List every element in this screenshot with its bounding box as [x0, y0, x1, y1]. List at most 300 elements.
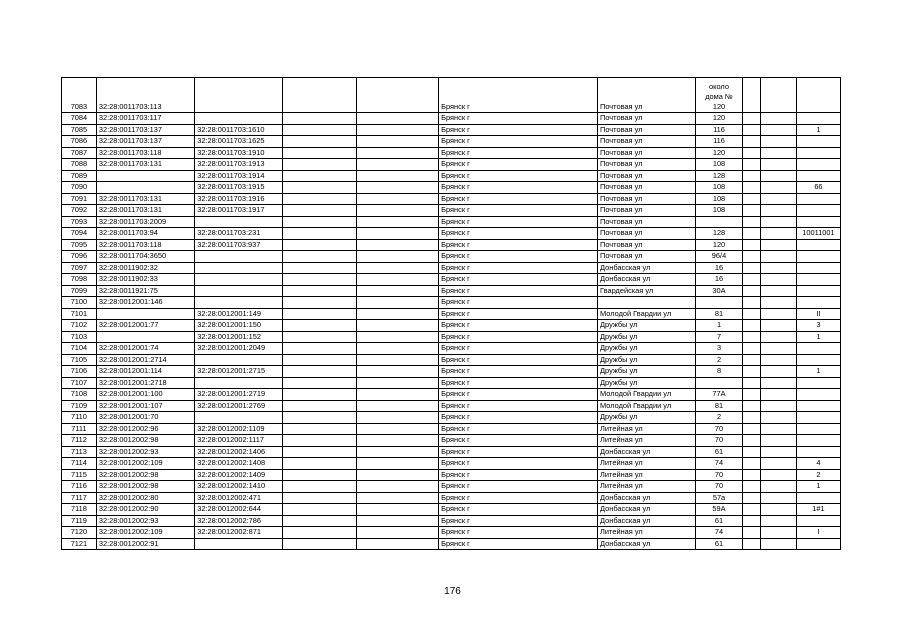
cell-row-number: 7111 — [62, 423, 97, 435]
cell-cadastral-number: 32:28:0011921:75 — [96, 285, 194, 297]
cell-cadastral-number: 32:28:0011703:118 — [96, 147, 194, 159]
cell-row-number: 7083 — [62, 78, 97, 113]
cell-empty — [761, 389, 797, 401]
cell-empty — [357, 159, 439, 171]
cell-row-number: 7121 — [62, 538, 97, 550]
cell-empty — [761, 124, 797, 136]
cell-cadastral-number-2: 32:28:0011703:1917 — [195, 205, 283, 217]
cell-city: Брянск г — [439, 435, 598, 447]
cell-street: Литейная ул — [598, 423, 696, 435]
cell-empty — [742, 446, 760, 458]
cell-street: Дружбы ул — [598, 354, 696, 366]
table-row — [62, 228, 841, 240]
cell-empty — [742, 228, 760, 240]
house-number: 120 — [712, 102, 726, 111]
cell-row-number: 7098 — [62, 274, 97, 286]
cell-house: 108 — [696, 159, 742, 171]
cell-empty — [357, 504, 439, 516]
cell-cadastral-number: 32:28:0011902:32 — [96, 262, 194, 274]
cell-cadastral-number — [96, 170, 194, 182]
cell-empty — [742, 274, 760, 286]
cell-cadastral-number: 32:28:0012002:80 — [96, 492, 194, 504]
cell-row-number: 7100 — [62, 297, 97, 309]
cell-empty — [283, 320, 357, 332]
cell-cadastral-number: 32:28:0012001:107 — [96, 400, 194, 412]
cell-row-number: 7115 — [62, 469, 97, 481]
cell-empty — [761, 492, 797, 504]
cell-note: 2 — [796, 469, 840, 481]
cell-empty — [283, 400, 357, 412]
cell-street: Литейная ул — [598, 481, 696, 493]
cell-house: 128 — [696, 170, 742, 182]
cell-cadastral-number: 32:28:0011704:3650 — [96, 251, 194, 263]
table-row — [62, 239, 841, 251]
cell-row-number: 7090 — [62, 182, 97, 194]
cell-row-number: 7116 — [62, 481, 97, 493]
cell-empty — [742, 538, 760, 550]
cell-empty — [283, 239, 357, 251]
cell-city: Брянск г — [439, 400, 598, 412]
cell-cadastral-number: 32:28:0011703:118 — [96, 239, 194, 251]
cell-city: Брянск г — [439, 343, 598, 355]
cell-empty — [357, 515, 439, 527]
cell-note: 1 — [796, 366, 840, 378]
cell-empty — [761, 205, 797, 217]
cell-cadastral-number-2 — [195, 113, 283, 125]
cell-cadastral-number-2 — [195, 377, 283, 389]
cell-cadastral-number-2 — [195, 78, 283, 113]
table-row — [62, 423, 841, 435]
cell-street: Дружбы ул — [598, 343, 696, 355]
cell-empty — [357, 331, 439, 343]
cell-cadastral-number-2: 32:28:0011703:1915 — [195, 182, 283, 194]
cell-note: I — [796, 527, 840, 539]
table-row — [62, 492, 841, 504]
cell-empty — [761, 343, 797, 355]
cell-house: 81 — [696, 308, 742, 320]
cell-empty — [761, 538, 797, 550]
cell-note — [796, 251, 840, 263]
cell-row-number: 7110 — [62, 412, 97, 424]
cell-note: 66 — [796, 182, 840, 194]
cell-cadastral-number-2: 32:28:0012002:1410 — [195, 481, 283, 493]
table-row — [62, 285, 841, 297]
cell-street: Почтовая ул — [598, 193, 696, 205]
table-row — [62, 193, 841, 205]
cell-city: Брянск г — [439, 216, 598, 228]
cell-row-number: 7088 — [62, 159, 97, 171]
cell-city: Брянск г — [439, 308, 598, 320]
cell-empty — [742, 239, 760, 251]
cell-cadastral-number: 32:28:0011703:131 — [96, 205, 194, 217]
cell-empty — [357, 274, 439, 286]
cell-note — [796, 492, 840, 504]
cell-note: 1 — [796, 124, 840, 136]
cell-city: Брянск г — [439, 159, 598, 171]
cell-house: 3 — [696, 343, 742, 355]
cell-cadastral-number-2: 32:28:0012002:786 — [195, 515, 283, 527]
cell-city: Брянск г — [439, 504, 598, 516]
cell-empty — [742, 423, 760, 435]
cell-empty — [357, 538, 439, 550]
cell-cadastral-number: 32:28:0012002:93 — [96, 515, 194, 527]
cell-empty — [742, 170, 760, 182]
cell-house: 120 — [696, 113, 742, 125]
cell-house: 30А — [696, 285, 742, 297]
cell-city: Брянск г — [439, 78, 598, 113]
cell-empty — [742, 182, 760, 194]
table-row — [62, 377, 841, 389]
cell-empty — [761, 458, 797, 470]
cell-cadastral-number: 32:28:0012001:74 — [96, 343, 194, 355]
cell-empty — [357, 228, 439, 240]
cell-row-number: 7119 — [62, 515, 97, 527]
cell-street: Почтовая ул — [598, 251, 696, 263]
cell-cadastral-number-2: 32:28:0012001:150 — [195, 320, 283, 332]
table-row — [62, 251, 841, 263]
cell-house: 61 — [696, 538, 742, 550]
table-row — [62, 354, 841, 366]
cell-street: Литейная ул — [598, 469, 696, 481]
cell-street: Донбасская ул — [598, 446, 696, 458]
cell-house: 81 — [696, 400, 742, 412]
cell-empty — [742, 251, 760, 263]
cell-house: 16 — [696, 274, 742, 286]
table-row — [62, 170, 841, 182]
cell-empty — [761, 481, 797, 493]
cell-empty — [283, 331, 357, 343]
cell-empty — [742, 492, 760, 504]
cell-empty — [283, 366, 357, 378]
cell-empty — [283, 205, 357, 217]
cell-city: Брянск г — [439, 285, 598, 297]
cell-street — [598, 297, 696, 309]
cell-note: II — [796, 308, 840, 320]
cell-row-number: 7118 — [62, 504, 97, 516]
cell-house: 61 — [696, 446, 742, 458]
cell-cadastral-number: 32:28:0011902:33 — [96, 274, 194, 286]
cell-note — [796, 78, 840, 113]
table-row — [62, 78, 841, 113]
cell-empty — [761, 78, 797, 113]
cell-cadastral-number-2: 32:28:0011703:1910 — [195, 147, 283, 159]
cell-cadastral-number — [96, 182, 194, 194]
cell-empty — [761, 331, 797, 343]
cell-empty — [761, 170, 797, 182]
cell-cadastral-number: 32:28:0011703:137 — [96, 124, 194, 136]
cell-house: 61 — [696, 515, 742, 527]
cell-street: Донбасская ул — [598, 274, 696, 286]
cell-note — [796, 515, 840, 527]
cell-note — [796, 377, 840, 389]
cell-cadastral-number-2: 32:28:0012002:1117 — [195, 435, 283, 447]
cell-note — [796, 538, 840, 550]
cell-empty — [357, 285, 439, 297]
cell-empty — [283, 78, 357, 113]
cell-house: 120 — [696, 239, 742, 251]
cell-row-number: 7120 — [62, 527, 97, 539]
cell-house: 74 — [696, 527, 742, 539]
table-row — [62, 182, 841, 194]
table-row — [62, 113, 841, 125]
cell-note — [796, 159, 840, 171]
cell-street: Молодой Гвардии ул — [598, 389, 696, 401]
cell-empty — [357, 469, 439, 481]
cell-empty — [761, 113, 797, 125]
cell-note — [796, 205, 840, 217]
cell-note — [796, 297, 840, 309]
cell-city: Брянск г — [439, 423, 598, 435]
cell-empty — [283, 216, 357, 228]
cell-street: Почтовая ул — [598, 228, 696, 240]
cell-row-number: 7095 — [62, 239, 97, 251]
cell-empty — [761, 182, 797, 194]
cell-cadastral-number-2 — [195, 216, 283, 228]
cell-house: 116 — [696, 124, 742, 136]
cell-cadastral-number: 32:28:0011703:131 — [96, 193, 194, 205]
table-row — [62, 159, 841, 171]
table-row — [62, 331, 841, 343]
cell-street: Почтовая ул — [598, 78, 696, 113]
cell-empty — [742, 216, 760, 228]
cell-cadastral-number-2: 32:28:0011703:1610 — [195, 124, 283, 136]
cell-street: Почтовая ул — [598, 136, 696, 148]
cell-cadastral-number-2: 32:28:0011703:1913 — [195, 159, 283, 171]
table-row — [62, 366, 841, 378]
cell-cadastral-number: 32:28:0012001:100 — [96, 389, 194, 401]
table-row — [62, 147, 841, 159]
table-row — [62, 435, 841, 447]
cell-empty — [283, 193, 357, 205]
cell-empty — [761, 147, 797, 159]
cell-cadastral-number: 32:28:0012001:114 — [96, 366, 194, 378]
cell-empty — [283, 504, 357, 516]
cell-empty — [761, 285, 797, 297]
registry-table — [61, 77, 841, 550]
cell-note: 1#1 — [796, 504, 840, 516]
cell-empty — [357, 136, 439, 148]
cell-house — [696, 297, 742, 309]
cell-cadastral-number: 32:28:0011703:117 — [96, 113, 194, 125]
cell-house: 2 — [696, 354, 742, 366]
cell-cadastral-number-2: 32:28:0012001:2769 — [195, 400, 283, 412]
cell-cadastral-number-2: 32:28:0012001:149 — [195, 308, 283, 320]
table-row — [62, 205, 841, 217]
cell-street: Дружбы ул — [598, 320, 696, 332]
cell-empty — [283, 124, 357, 136]
cell-empty — [357, 354, 439, 366]
cell-empty — [283, 492, 357, 504]
cell-city: Брянск г — [439, 412, 598, 424]
cell-cadastral-number-2: 32:28:0012002:1408 — [195, 458, 283, 470]
table-body — [62, 78, 841, 550]
cell-street: Молодой Гвардии ул — [598, 400, 696, 412]
cell-empty — [742, 481, 760, 493]
cell-note — [796, 113, 840, 125]
cell-note — [796, 262, 840, 274]
cell-city: Брянск г — [439, 354, 598, 366]
cell-house: 108 — [696, 182, 742, 194]
table-row — [62, 527, 841, 539]
cell-cadastral-number: 32:28:0011703:113 — [96, 78, 194, 113]
cell-house: 70 — [696, 469, 742, 481]
cell-cadastral-number-2: 32:28:0012001:2719 — [195, 389, 283, 401]
cell-note: 1 — [796, 481, 840, 493]
cell-city: Брянск г — [439, 193, 598, 205]
cell-street: Почтовая ул — [598, 147, 696, 159]
cell-row-number: 7109 — [62, 400, 97, 412]
cell-empty — [761, 228, 797, 240]
cell-empty — [742, 400, 760, 412]
cell-cadastral-number-2: 32:28:0012001:2049 — [195, 343, 283, 355]
cell-note — [796, 446, 840, 458]
cell-cadastral-number-2 — [195, 251, 283, 263]
cell-empty — [357, 78, 439, 113]
cell-note: 1 — [796, 331, 840, 343]
cell-cadastral-number-2: 32:28:0011703:1916 — [195, 193, 283, 205]
cell-empty — [283, 170, 357, 182]
table-row — [62, 515, 841, 527]
table-row — [62, 297, 841, 309]
cell-row-number: 7086 — [62, 136, 97, 148]
cell-row-number: 7117 — [62, 492, 97, 504]
cell-city: Брянск г — [439, 481, 598, 493]
cell-empty — [357, 124, 439, 136]
cell-empty — [283, 228, 357, 240]
cell-row-number: 7089 — [62, 170, 97, 182]
cell-row-number: 7096 — [62, 251, 97, 263]
cell-street: Донбасская ул — [598, 504, 696, 516]
cell-empty — [742, 262, 760, 274]
cell-row-number: 7094 — [62, 228, 97, 240]
cell-cadastral-number-2 — [195, 354, 283, 366]
cell-empty — [283, 136, 357, 148]
cell-note — [796, 400, 840, 412]
cell-cadastral-number: 32:28:0012002:90 — [96, 504, 194, 516]
table-row — [62, 504, 841, 516]
cell-empty — [283, 147, 357, 159]
cell-cadastral-number-2: 32:28:0011703:1625 — [195, 136, 283, 148]
cell-empty — [357, 297, 439, 309]
cell-empty — [742, 469, 760, 481]
cell-street: Почтовая ул — [598, 216, 696, 228]
table-row — [62, 389, 841, 401]
cell-house: 7 — [696, 331, 742, 343]
cell-empty — [283, 527, 357, 539]
cell-street: Гвардейская ул — [598, 285, 696, 297]
cell-house: 70 — [696, 423, 742, 435]
cell-street: Литейная ул — [598, 458, 696, 470]
cell-house — [696, 78, 742, 113]
cell-street: Дружбы ул — [598, 366, 696, 378]
cell-cadastral-number: 32:28:0012002:91 — [96, 538, 194, 550]
cell-empty — [357, 216, 439, 228]
table-row — [62, 412, 841, 424]
cell-city: Брянск г — [439, 527, 598, 539]
cell-street: Почтовая ул — [598, 182, 696, 194]
cell-row-number: 7113 — [62, 446, 97, 458]
cell-empty — [283, 389, 357, 401]
cell-house: 57а — [696, 492, 742, 504]
cell-city: Брянск г — [439, 492, 598, 504]
cell-empty — [761, 216, 797, 228]
cell-house: 108 — [696, 193, 742, 205]
cell-note — [796, 193, 840, 205]
cell-city: Брянск г — [439, 377, 598, 389]
cell-street: Литейная ул — [598, 435, 696, 447]
cell-empty — [761, 193, 797, 205]
cell-row-number: 7097 — [62, 262, 97, 274]
cell-row-number: 7104 — [62, 343, 97, 355]
cell-city: Брянск г — [439, 239, 598, 251]
table-row — [62, 216, 841, 228]
cell-empty — [742, 354, 760, 366]
cell-empty — [761, 239, 797, 251]
cell-row-number: 7102 — [62, 320, 97, 332]
cell-city: Брянск г — [439, 170, 598, 182]
cell-cadastral-number-2: 32:28:0012002:871 — [195, 527, 283, 539]
cell-empty — [357, 343, 439, 355]
cell-city: Брянск г — [439, 446, 598, 458]
cell-city: Брянск г — [439, 458, 598, 470]
cell-cadastral-number-2: 32:28:0012002:644 — [195, 504, 283, 516]
page-number: 176 — [444, 586, 461, 597]
cell-row-number: 7103 — [62, 331, 97, 343]
cell-empty — [761, 423, 797, 435]
cell-cadastral-number-2: 32:28:0011703:1914 — [195, 170, 283, 182]
cell-house: 1 — [696, 320, 742, 332]
cell-empty — [742, 297, 760, 309]
cell-cadastral-number: 32:28:0012002:109 — [96, 527, 194, 539]
cell-street: Дружбы ул — [598, 412, 696, 424]
cell-house: 116 — [696, 136, 742, 148]
cell-empty — [283, 412, 357, 424]
cell-cadastral-number: 32:28:0012001:146 — [96, 297, 194, 309]
cell-note — [796, 389, 840, 401]
cell-empty — [742, 136, 760, 148]
cell-note — [796, 354, 840, 366]
cell-cadastral-number-2 — [195, 412, 283, 424]
cell-empty — [283, 274, 357, 286]
cell-empty — [742, 527, 760, 539]
cell-street: Донбасская ул — [598, 538, 696, 550]
cell-cadastral-number — [96, 331, 194, 343]
cell-house: 96/4 — [696, 251, 742, 263]
cell-cadastral-number — [96, 308, 194, 320]
cell-note: 4 — [796, 458, 840, 470]
cell-empty — [761, 412, 797, 424]
cell-cadastral-number-2 — [195, 274, 283, 286]
cell-note — [796, 239, 840, 251]
table-row — [62, 320, 841, 332]
cell-empty — [283, 458, 357, 470]
cell-empty — [761, 504, 797, 516]
cell-empty — [761, 251, 797, 263]
cell-city: Брянск г — [439, 228, 598, 240]
cell-city: Брянск г — [439, 205, 598, 217]
cell-street: Донбасская ул — [598, 492, 696, 504]
cell-house: 74 — [696, 458, 742, 470]
cell-street: Донбасская ул — [598, 515, 696, 527]
cell-empty — [283, 262, 357, 274]
cell-row-number: 7085 — [62, 124, 97, 136]
cell-cadastral-number-2: 32:28:0012002:1409 — [195, 469, 283, 481]
cell-house: 16 — [696, 262, 742, 274]
cell-empty — [283, 377, 357, 389]
cell-street: Почтовая ул — [598, 124, 696, 136]
cell-empty — [357, 377, 439, 389]
cell-cadastral-number: 32:28:0012002:98 — [96, 481, 194, 493]
